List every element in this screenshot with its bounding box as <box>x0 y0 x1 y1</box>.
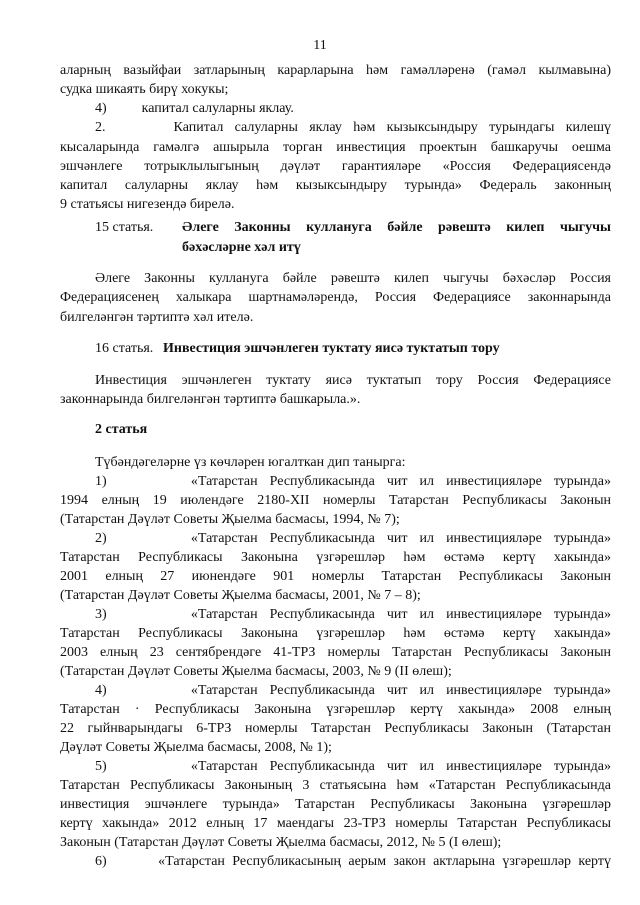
text-line: законнарында билгеләнгән тәртиптә башкарыла.». <box>60 392 361 407</box>
text-line: 2003 елның 23 сентябрендәге 41-ТРЗ номерлы Татарстан Республикасы Законын <box>60 645 611 660</box>
text-line: 22 гыйнварындагы 6-ТРЗ номерлы Татарстан Республикасы Законын (Татарстан <box>60 721 611 736</box>
text-line: 3) «Татарстан Республикасында чит ил инвестицияләре турында» <box>95 607 611 622</box>
article-16-title: Инвестиция эшчәнлеген туктату яисә туктатып тору <box>163 341 500 356</box>
text-line: 6) «Татарстан Республикасының аерым закон актларына үзгәрешләр кертү <box>95 854 611 869</box>
text-line: 2) «Татарстан Республикасында чит ил инвестицияләре турында» <box>95 531 611 546</box>
text-line: 5) «Татарстан Республикасында чит ил инвестицияләре турында» <box>95 759 611 774</box>
text-line: билгеләнгән тәртиптә хәл ителә. <box>60 310 254 325</box>
text-line: Федерациясенең халыкара шартнамәләрендә, Россия Федерациясе законнарында <box>60 290 611 305</box>
text-line: 2. Капитал салуларны яклау һәм кызыксындыру турындагы килешү <box>95 120 611 135</box>
text-line: Түбәндәгеләрне үз көчләрен югалткан дип танырга: <box>95 455 406 470</box>
text-line: (Татарстан Дәүләт Советы Җыелма басмасы, 2003, № 9 (II өлеш); <box>60 664 452 679</box>
text-line: Законын (Татарстан Дәүләт Советы Җыелма басмасы, 2012, № 5 (I өлеш); <box>60 835 502 850</box>
article-2-heading: 2 статья <box>95 422 148 437</box>
text-line: капитал салуларны яклау һәм кызыксындыру турында» Федераль законның <box>60 178 611 193</box>
text-line: 2001 елның 27 июнендәге 901 номерлы Татарстан Республикасы Законын <box>60 569 611 584</box>
text-line: инвестиция эшчәнлеге турында» Татарстан Республикасы Законына үзгәрешләр <box>60 797 611 812</box>
page-number: 11 <box>313 38 327 53</box>
text-line: 9 статьясы нигезендә бирелә. <box>60 197 235 212</box>
text-line: Татарстан Республикасы Законына үзгәрешләр һәм өстәмә кертү хакында» <box>60 626 611 641</box>
text-line: Татарстан · Республикасы Законына үзгәрешләр кертү хакында» 2008 елның <box>60 702 611 717</box>
text-line: (Татарстан Дәүләт Советы Җыелма басмасы, 2001, № 7 – 8); <box>60 588 421 603</box>
text-line: Инвестиция эшчәнлеген туктату яисә туктатып тору Россия Федерациясе <box>95 373 611 388</box>
text-line: эшчәнлеге тотрыклылыгының дәүләт гарантияләре «Россия Федерациясендә <box>60 159 611 174</box>
text-line: Әлеге Законны куллануга бәйле рәвештә килеп чыгучы бәхәсләр Россия <box>95 271 611 286</box>
article-16-number: 16 статья. <box>95 341 154 356</box>
text-line: (Татарстан Дәүләт Советы Җыелма басмасы, 1994, № 7); <box>60 512 400 527</box>
text-line: Татарстан Республикасы Законына үзгәрешләр һәм өстәмә кертү хакында» <box>60 550 611 565</box>
text-line: 1) «Татарстан Республикасында чит ил инвестицияләре турында» <box>95 474 611 489</box>
text-line: кертү хакында» 2012 елның 17 маендагы 23-ТРЗ номерлы Татарстан Республикасы <box>60 816 611 831</box>
text-line: Татарстан Республикасы Законының 3 статьясына һәм «Татарстан Республикасында <box>60 778 611 793</box>
text-line: кысаларында гамәлгә ашырыла торган инвестиция проектын башкаручы оешма <box>60 140 611 155</box>
text-line: судка шикаять бирү хокукы; <box>60 82 229 97</box>
text-line: 1994 елның 19 июлендәге 2180-XII номерлы Татарстан Республикасы Законын <box>60 493 611 508</box>
text-line: 4) капитал салуларны яклау. <box>95 101 294 116</box>
article-15-title: Әлеге Законны куллануга бәйле рәвештә килеп чыгучы <box>182 220 611 235</box>
text-line: аларның вазыйфаи затларының карарларына һәм гамәлләренә (гамәл кылмавына) <box>60 63 611 78</box>
text-line: 4) «Татарстан Республикасында чит ил инвестицияләре турында» <box>95 683 611 698</box>
article-15-title-cont: бәхәсләрне хәл итү <box>182 240 301 255</box>
article-15-number: 15 статья. <box>95 220 154 235</box>
text-line: Дәүләт Советы Җыелма басмасы, 2008, № 1); <box>60 740 332 755</box>
